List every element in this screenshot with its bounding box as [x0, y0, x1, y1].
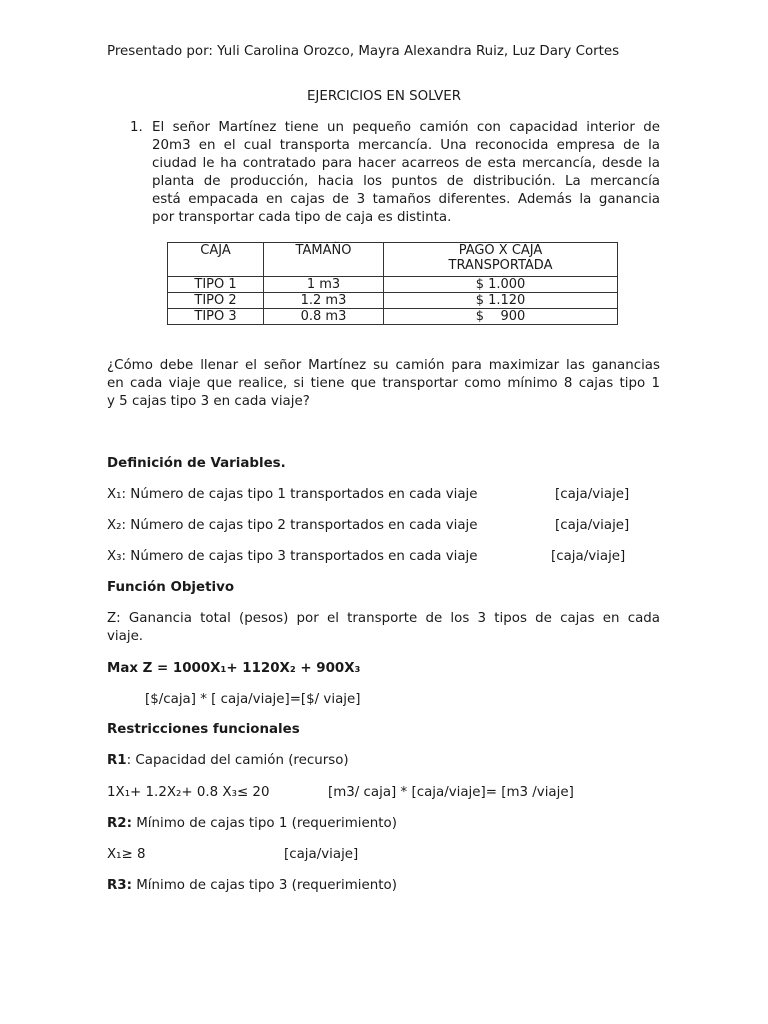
- question-line: ¿Cómo debe llenar el señor Martínez su camión para maximizar las ganancias: [107, 358, 660, 373]
- table-row: [168, 293, 618, 309]
- variable-x1-unit: [caja/viaje]: [555, 487, 630, 502]
- constraint-r3-label: R3:: [107, 878, 132, 893]
- exercise-number: 1.: [130, 120, 143, 135]
- table-cell: 1 m3: [264, 277, 384, 293]
- page-title: EJERCICIOS EN SOLVER: [306, 89, 462, 104]
- constraint-r1-text: : Capacidad del camión (recurso): [126, 753, 349, 768]
- constraint-r2-title: [107, 815, 397, 833]
- objective-heading: Función Objetivo: [107, 580, 235, 595]
- variable-x3-unit: [caja/viaje]: [551, 549, 626, 564]
- variable-x3-label: X₃: Número de cajas tipo 3 transportados en cada viaje: [107, 549, 478, 564]
- constraint-r2-formula: X₁≥ 8: [107, 847, 146, 862]
- table-header-text: PAGO X CAJA: [458, 243, 543, 258]
- question-line: en cada viaje que realice, si tiene que transportar como mínimo 8 cajas tipo 1: [107, 376, 660, 391]
- table-cell: 1.2 m3: [264, 293, 384, 309]
- table-cell: 0.8 m3: [264, 309, 384, 325]
- objective-description: Z: Ganancia total (pesos) por el transporte de los 3 tipos de cajas en cada: [107, 611, 660, 626]
- table-cell: $ 900: [384, 309, 618, 325]
- exercise-line: está empacada en cajas de 3 tamaños diferentes. Además la ganancia: [152, 192, 660, 207]
- exercise-line: El señor Martínez tiene un pequeño camión con capacidad interior de: [152, 120, 660, 135]
- objective-units: [$/caja] * [ caja/viaje]=[$/ viaje]: [145, 692, 361, 707]
- variable-x2-label: X₂: Número de cajas tipo 2 transportados en cada viaje: [107, 518, 478, 533]
- constraint-r1-units: [m3/ caja] * [caja/viaje]= [m3 /viaje]: [328, 785, 574, 800]
- authors-line: Presentado por: Yuli Carolina Orozco, Mayra Alexandra Ruiz, Luz Dary Cortes: [107, 44, 620, 59]
- table-header-row: [168, 243, 618, 277]
- exercise-line: planta de producción, hacia los puntos de distribución. La mercancía: [152, 174, 660, 189]
- table-header-text: TRANSPORTADA: [448, 258, 553, 273]
- constraint-r3-title: [107, 877, 397, 895]
- table-row: [168, 277, 618, 293]
- constraint-r2-units: [caja/viaje]: [284, 847, 359, 862]
- table-header-cell: CAJA: [168, 243, 264, 277]
- constraint-r1-title: [107, 752, 349, 770]
- exercise-line: por transportar cada tipo de caja es distinta.: [152, 210, 452, 225]
- box-table: [167, 242, 618, 325]
- table-cell: TIPO 2: [168, 293, 264, 309]
- constraint-r3-text: Mínimo de cajas tipo 3 (requerimiento): [131, 878, 397, 893]
- table-cell: $ 1.000: [384, 277, 618, 293]
- variables-heading: Definición de Variables.: [107, 456, 286, 471]
- table-row: [168, 309, 618, 325]
- exercise-line: 20m3 en el cual transporta mercancía. Una reconocida empresa de la: [152, 138, 660, 153]
- constraints-heading: Restricciones funcionales: [107, 722, 300, 737]
- constraint-r2-label: R2:: [107, 816, 132, 831]
- constraint-r2-text: Mínimo de cajas tipo 1 (requerimiento): [131, 816, 397, 831]
- table-header-cell: [384, 243, 618, 277]
- table-cell: TIPO 3: [168, 309, 264, 325]
- table-cell: TIPO 1: [168, 277, 264, 293]
- constraint-r1-formula: 1X₁+ 1.2X₂+ 0.8 X₃≤ 20: [107, 785, 270, 800]
- question-line: y 5 cajas tipo 3 en cada viaje?: [107, 394, 310, 409]
- constraint-r1-label: R1: [107, 753, 127, 768]
- table-cell: $ 1.120: [384, 293, 618, 309]
- variable-x2-unit: [caja/viaje]: [555, 518, 630, 533]
- exercise-line: ciudad le ha contratado para hacer acarreos de esta mercancía, desde la: [152, 156, 660, 171]
- variable-x1-label: X₁: Número de cajas tipo 1 transportados en cada viaje: [107, 487, 478, 502]
- objective-formula: Max Z = 1000X₁+ 1120X₂ + 900X₃: [107, 661, 361, 676]
- objective-description: viaje.: [107, 629, 144, 644]
- table-header-cell: TAMAÑO: [264, 243, 384, 277]
